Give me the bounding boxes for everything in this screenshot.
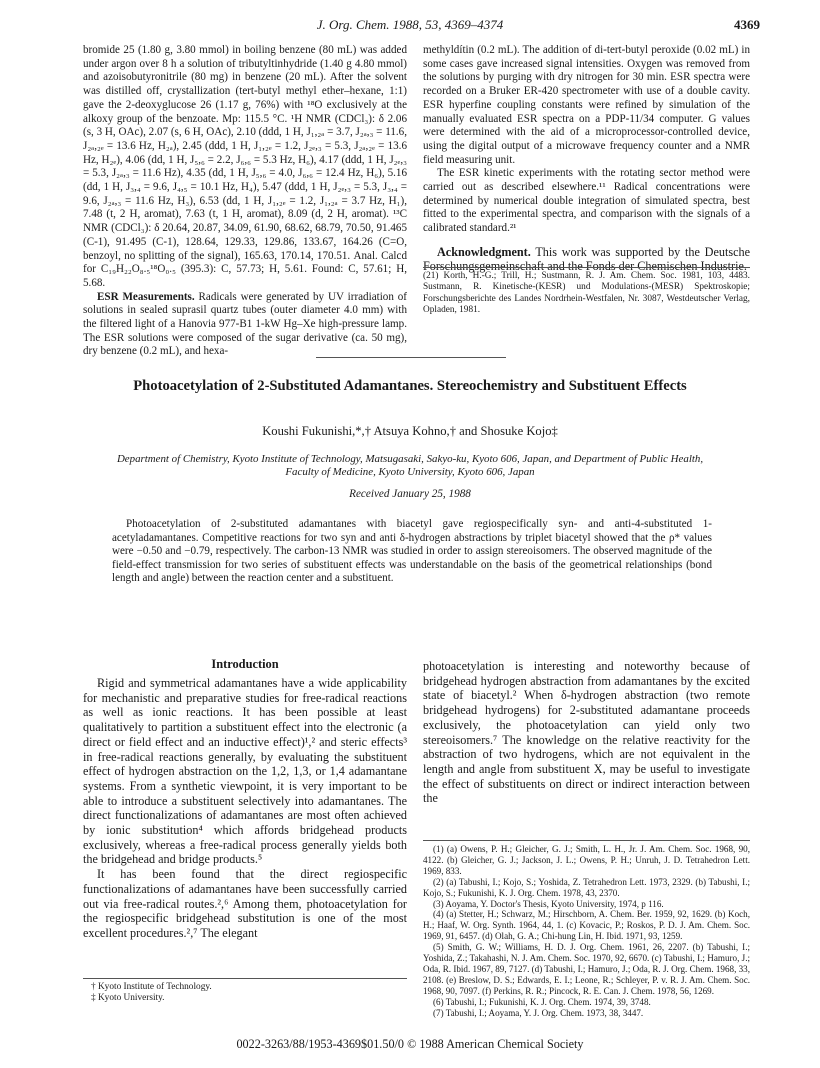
reference-item: (7) Tabushi, I.; Aoyama, Y. J. Org. Chem. 1973, 38, 3447. (433, 1007, 644, 1018)
journal-citation: J. Org. Chem. 1988, 53, 4369–4374 (316, 17, 504, 32)
reference-item: (5) Smith, G. W.; Williams, H. D. J. Org. Chem. 1961, 26, 2207. (b) Tabushi, I.; Yoshida, Z.; Takahashi, N. J. Am. Chem. Soc. 1970, 92, 6670. (c) Tabushi, I.; Hamuro, J.; Oda, R. Ibid. 1967, 89, 7127. (d) Tabushi, I.; Hamuro, J.; Oda, R. J. Org. Chem. 1968, 33, 2108. (e) Breslow, D. S.; Edwards, E. I.; Leone, R.; Schleyer, P. v. R. J. Am. Chem. Soc. 1968, 90, 7097. (f) Perkins, R. R.; Pincock, R. E. Can. J. Chem. 1978, 56, 1269. (423, 942, 750, 996)
intro-paragraph-2: It has been found that the direct regiospecific functionalizations of adamantanes have been successfully carried out via free-radical routes.²,⁶ Among them, photoacetylation for the regiospecific bridgehead substitution is one of the most excellent procedures.²,⁷ The elegant (83, 867, 407, 940)
intro-paragraph-3: photoacetylation is interesting and noteworthy because of bridgehead hydrogen abstraction from adamantanes by the excited state of biacetyl.² When δ-hydrogen abstraction (two remote bridgehead hydrogens) for 2-substituted adamantane proceeds exclusively, the photoacetylation can yield only two stereoisomers.⁷ The knowledge on the relative reactivity for the abstraction of two hydrogens, which are not equivalent in the length and angle from substituent X, may be useful to investigate the effect of substituents on direct or indirect interaction between the (423, 659, 750, 806)
esr-text: Radicals were generated by UV irradiation of solutions in sealed suprasil quartz tubes (outer diameter 4.0 mm) with the filtered light of a Hanovia 977-B1 1-kW Hg–Xe high-pressure lamp. The ESR solutions were composed of the sugar derivative (ca. 50 mg), dry benzene (0.2 mL), and hexa- (83, 290, 407, 358)
acknowledgment-heading: Acknowledgment. (437, 244, 531, 259)
previous-article-left-column (83, 44, 407, 359)
esr-continued-paragraph: methyldítin (0.2 mL). The addition of di-tert-butyl peroxide (0.02 mL) in some cases gave increased signal intensities. Oxygen was removed from the solutions by purging with dry nitrogen for 30 min. ESR spectra were recorded on a Bruker ER-420 spectrometer with use of a double cavity. ESR hyperfine coupling constants were refined by simulation of the manually evaluated ESR spectra on a PDP-11/34 computer. G values were determined with the aid of a microprocessor-controlled device, using the digital output of a microwave frequency counter and a NMR field measuring unit. (423, 44, 750, 166)
received-date: Received January 25, 1988 (349, 488, 471, 500)
previous-article-right-column (423, 44, 750, 274)
article-title: Photoacetylation of 2-Substituted Adamantanes. Stereochemistry and Substituent Effects (133, 378, 687, 394)
reference-item: (4) (a) Stetter, H.; Schwarz, M.; Hirschborn, A. Chem. Ber. 1959, 92, 1629. (b) Koch, H.; Haaf, W. Org. Synth. 1964, 44, 1. (c) Kovacic, P.; Roskos, P. D. J. Am. Chem. Soc. 1969, 91, 6457. (d) Olah, G. A.; Chi-hung Lin, H. Ibid. 1971, 93, 1259. (423, 909, 750, 942)
esr-kinetics-paragraph: The ESR kinetic experiments with the rotating sector method were carried out as described elsewhere.¹¹ Radical concentrations were determined by numerical double integration of simulated spectra, best fitted to the experimental spectra, and comparison with the signals of a calibrated standard.²¹ (423, 167, 750, 235)
reference-item: (6) Tabushi, I.; Fukunishi, K. J. Org. Chem. 1974, 39, 3748. (433, 996, 651, 1007)
running-header (0, 17, 820, 35)
reference-item: (1) (a) Owens, P. H.; Gleicher, G. J.; Smith, L. H., Jr. J. Am. Chem. Soc. 1968, 90, 4122. (b) Gleicher, G. J.; Jackson, J. L.; Owens, P. H.; Unruh, J. D. Tetrahedron Lett. 1969, 833. (423, 844, 750, 876)
intro-paragraph-1: Rigid and symmetrical adamantanes have a wide applicability for mechanistic and preparative studies for free-radical reactions as well as ionic reactions. It has been possible at least qualitatively to partition a substituent effect into the electronic (a direct or field effect and an inductive effect)¹,² and steric effects³ in free-radical reactions generally, by evaluating the substituent effect of hydrogen abstraction on the 1,2, 1,3, or 1,4 adamantane systems. From a synthetic viewpoint, it is very important to be able to introduce a substituent selectively into adamantanes. The direct functionalizations of adamantanes are most often achieved by ionic substitution⁴ which affords bridgehead products exclusively, whereas a free-radical process generally yields both the bridgehead and bridge products.⁵ (83, 676, 407, 867)
esr-measurements-paragraph (83, 291, 407, 360)
introduction-right-column (423, 659, 750, 806)
article-divider (316, 357, 506, 358)
introduction-left-column (83, 676, 407, 941)
footnote-dagger: † Kyoto Institute of Technology. (91, 982, 212, 992)
footnote-double-dagger: ‡ Kyoto University. (91, 993, 165, 1004)
acknowledgment-text: This work was supported by the Deutsche Forschungsgemeinschaft and the Fonds der Chemischen Industrie. (423, 244, 750, 274)
copyright-footer: 0022-3263/88/1953-4369$01.50/0 © 1988 American Chemical Society (236, 1037, 584, 1051)
reference-item: (3) Aoyama, Y. Doctor's Thesis, Kyoto University, 1974, p 116. (433, 898, 664, 909)
reference-21: (21) Korth, H.-G.; Trill, H.; Sustmann, R. J. Am. Chem. Soc. 1981, 103, 4483. Sustmann, R. Kinetische-(KESR) und Modulations-(MESR) Spektroskopie; Forschungsberichte des Landes Nordrhein-Westfalen, Nr. 3087, Westdeutscher Verlag, Opladen, 1981. (423, 267, 750, 316)
abstract: Photoacetylation of 2-substituted adamantanes with biacetyl gave regiospecifically syn- and anti-4-substituted 1-acetyladamantanes. Competitive reactions for two syn and anti δ-hydrogen abstractions by triplet biacetyl showed that the ρ* values were −0.50 and −0.79, respectively. The carbon-13 NMR was studied in order to assign stereoisomers. The observed magnitude of the field-effect transmission for two series of substituent effects was understandable on the basis of the geometrical relationships (bond length and angle) between the reaction center and a substituent. (112, 518, 712, 585)
article-authors: Koushi Fukunishi,*,† Atsuya Kohno,† and Shosuke Kojo‡ (262, 424, 558, 438)
affiliation-footnotes (83, 978, 407, 1005)
reference-list (423, 840, 750, 1019)
experimental-paragraph: bromide 25 (1.80 g, 3.80 mmol) in boiling benzene (80 mL) was added under argon over 8 h a solution of tributyltinhydride (1.40 g 4.80 mmol) and azoisobutyronitrile (80 mg) in benzene (20 mL). After the solvent was distilled off, crystallization (tert-butyl methyl ether–hexane, 1:1) gave the 2-deoxyglucose 26 (1.17 g, 76%) with ¹⁸O exclusively at the alkoxy group of the benzoate. Mp: 115.5 °C. ¹H NMR (CDCl₃): δ 2.06 (s, 3 H, OAc), 2.07 (s, 6 H, OAc), 2.10 (ddd, 1 H, J₁,₂ₐ = 3.7, J₂ₐ,₃ = 11.6, J₂ₐ,₂ₑ = 13.6 Hz, H₂ₐ), 2.45 (ddd, 1 H, J₁,₂ₑ = 1.2, J₂ₑ,₃ = 5.3, J₂ₐ,₂ₑ = 13.6 Hz, H₂ₑ), 4.06 (dd, 1 H, J₅,₆ = 2.2, J₆,₆ = 5.3 Hz, H₆), 4.17 (ddd, 1 H, J₂ₑ,₃ = 5.3, J₂ₐ,₃ = 11.6 Hz), 4.35 (dd, 1 H, J₅,₆ = 4.0, J₆,₆ = 12.4 Hz, H₆), 5.16 (dd, 1 H, J₃,₄ = 9.6, J₄,₅ = 10.1 Hz, H₄), 5.47 (ddd, 1 H, J₂ₑ,₃ = 5.3, J₃,₄ = 9.6, J₂ₐ,₃ = 11.6 Hz, H₃), 6.53 (dd, 1 H, J₁,₂ₑ = 1.2, J₁,₂ₐ = 3.7 Hz, H₁), 7.48 (t, 2 H, aromat), 7.63 (t, 1 H, aromat), 8.09 (d, 2 H, aromat). ¹³C NMR (CDCl₃): δ 20.64, 20.87, 34.09, 61.90, 68.62, 68.79, 70.50, 91.465 (C-1), 91.495 (C-1), 128.64, 129.33, 129.86, 133.67, 164.26 (C=O, benzoyl, no splitting of the signal), 165.63, 170.14, 170.51. Anal. Calcd for C₁₉H₂₂O₈.₅¹⁸O₀.₅ (395.3): C, 57.73; H, 5.61. Found: C, 57.61; H, 5.68. (83, 44, 407, 289)
introduction-heading: Introduction (211, 657, 279, 671)
esr-heading: ESR Measurements. (97, 290, 195, 303)
author-affiliation: Department of Chemistry, Kyoto Institute of Technology, Matsugasaki, Sakyo-ku, Kyoto 606, Japan, and Department of Public Health, Faculty of Medicine, Kyoto University, Kyoto 606, Japan (116, 453, 704, 478)
reference-item: (2) (a) Tabushi, I.; Kojo, S.; Yoshida, Z. Tetrahedron Lett. 1973, 2329. (b) Tabushi, I.; Kojo, S.; Fukunishi, K. J. Org. Chem. 1978, 43, 2370. (423, 876, 750, 898)
page-number: 4369 (734, 17, 760, 32)
